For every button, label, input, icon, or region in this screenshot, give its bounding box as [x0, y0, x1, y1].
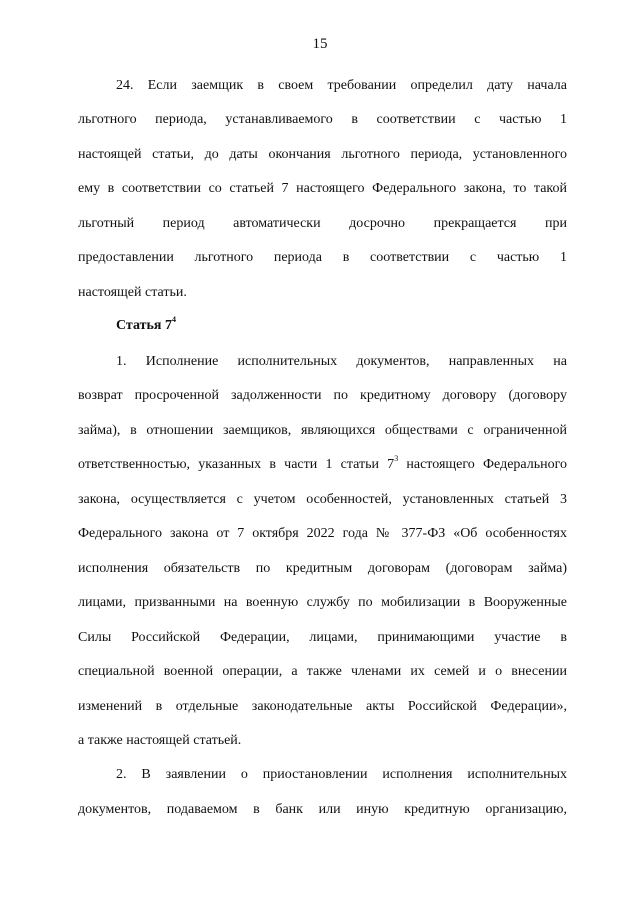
paragraph-2-line: 2. В заявлении о приостановлении исполнения исполнительных: [116, 767, 567, 782]
paragraph-1-line: Федерального закона от 7 октября 2022 года № 377-ФЗ «Об особенностях: [78, 526, 567, 541]
paragraph-1-line-text: ответственностью, указанных в части 1 статьи 7: [78, 457, 395, 472]
paragraph-1-line: лицами, призванными на военную службу по мобилизации в Вооруженные: [78, 595, 567, 610]
paragraph-24-line: 24. Если заемщик в своем требовании определил дату начала: [116, 78, 567, 93]
article-reference-superscript: 3: [394, 454, 399, 464]
paragraph-1-line: изменений в отдельные законодательные акты Российской Федерации»,: [78, 699, 567, 714]
article-heading-text: Статья 7: [116, 318, 172, 333]
article-heading-superscript: 4: [171, 315, 176, 325]
paragraph-24-line: ему в соответствии со статьей 7 настоящего Федерального закона, то такой: [78, 181, 567, 196]
paragraph-1-line: займа), в отношении заемщиков, являющихся обществами с ограниченной: [78, 423, 567, 438]
paragraph-1-line-text: настоящего Федерального: [398, 457, 568, 472]
page-number: 15: [312, 36, 328, 52]
paragraph-24-line: льготного периода, устанавливаемого в соответствии с частью 1: [78, 112, 567, 127]
paragraph-24-line: предоставлении льготного периода в соответствии с частью 1: [78, 250, 567, 265]
paragraph-1-line: исполнения обязательств по кредитным договорам (договорам займа): [78, 561, 567, 576]
paragraph-1-line: закона, осуществляется с учетом особенностей, установленных статьей 3: [78, 492, 567, 507]
paragraph-1-line: Силы Российской Федерации, лицами, принимающими участие в: [78, 630, 567, 645]
paragraph-1-line: а также настоящей статьей.: [78, 733, 242, 748]
article-heading: [116, 315, 176, 334]
paragraph-1-line: возврат просроченной задолженности по кредитному договору (договору: [78, 388, 567, 403]
paragraph-24-line: льготный период автоматически досрочно прекращается при: [78, 216, 567, 231]
paragraph-24-line: настоящей статьи.: [78, 285, 187, 300]
paragraph-1-line: 1. Исполнение исполнительных документов, направленных на: [116, 354, 567, 369]
paragraph-24-line: настоящей статьи, до даты окончания льготного периода, установленного: [78, 147, 567, 162]
paragraph-1-line: специальной военной операции, а также членами их семей и о внесении: [78, 664, 567, 679]
paragraph-2-line: документов, подаваемом в банк или иную кредитную организацию,: [78, 802, 567, 817]
paragraph-1-line: [78, 454, 568, 473]
